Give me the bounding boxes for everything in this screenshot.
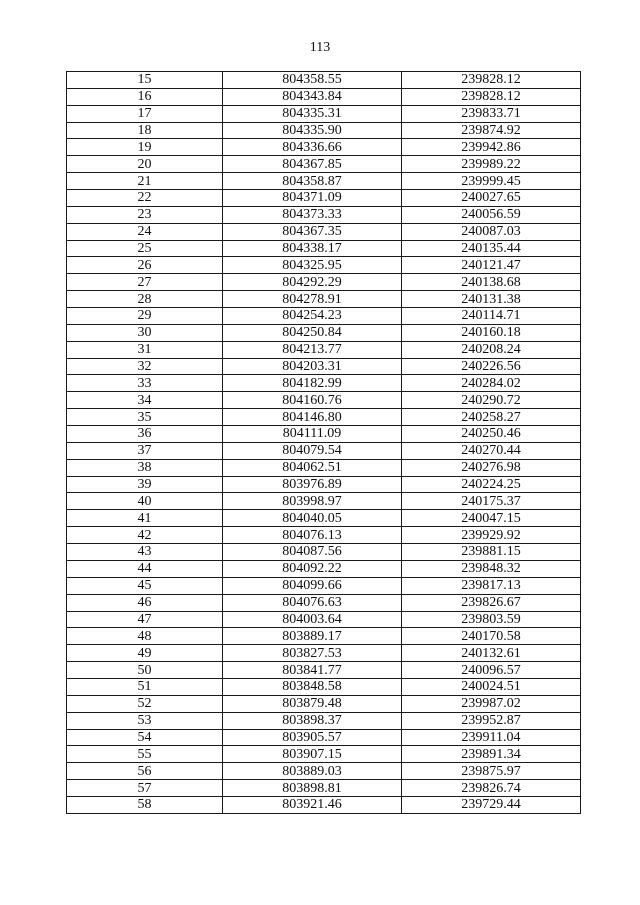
- table-row: [67, 544, 581, 561]
- table-row: [67, 796, 581, 813]
- y-coordinate-cell: 240226.56: [402, 358, 581, 375]
- x-coordinate-cell: 804146.80: [223, 409, 402, 426]
- table-row: [67, 712, 581, 729]
- y-coordinate-cell: 240121.47: [402, 257, 581, 274]
- x-coordinate-cell: 804358.55: [223, 72, 402, 89]
- table-row: [67, 594, 581, 611]
- x-coordinate-cell: 804338.17: [223, 240, 402, 257]
- x-coordinate-cell: 803998.97: [223, 493, 402, 510]
- x-coordinate-cell: 804336.66: [223, 139, 402, 156]
- table-row: [67, 527, 581, 544]
- point-number-cell: 44: [67, 560, 223, 577]
- point-number-cell: 35: [67, 409, 223, 426]
- y-coordinate-cell: 240056.59: [402, 206, 581, 223]
- point-number-cell: 33: [67, 375, 223, 392]
- point-number-cell: 48: [67, 628, 223, 645]
- y-coordinate-cell: 239828.12: [402, 72, 581, 89]
- coordinates-table: [66, 71, 581, 814]
- x-coordinate-cell: 804367.35: [223, 223, 402, 240]
- point-number-cell: 54: [67, 729, 223, 746]
- y-coordinate-cell: 239881.15: [402, 544, 581, 561]
- x-coordinate-cell: 804079.54: [223, 442, 402, 459]
- y-coordinate-cell: 240132.61: [402, 645, 581, 662]
- table-row: [67, 645, 581, 662]
- x-coordinate-cell: 804278.91: [223, 291, 402, 308]
- point-number-cell: 21: [67, 173, 223, 190]
- point-number-cell: 53: [67, 712, 223, 729]
- x-coordinate-cell: 804003.64: [223, 611, 402, 628]
- table-row: [67, 746, 581, 763]
- y-coordinate-cell: 240135.44: [402, 240, 581, 257]
- x-coordinate-cell: 804358.87: [223, 173, 402, 190]
- y-coordinate-cell: 240160.18: [402, 324, 581, 341]
- y-coordinate-cell: 240096.57: [402, 662, 581, 679]
- point-number-cell: 51: [67, 678, 223, 695]
- table-row: [67, 560, 581, 577]
- y-coordinate-cell: 239911.04: [402, 729, 581, 746]
- x-coordinate-cell: 804099.66: [223, 577, 402, 594]
- table-row: [67, 442, 581, 459]
- y-coordinate-cell: 240276.98: [402, 459, 581, 476]
- y-coordinate-cell: 239826.74: [402, 780, 581, 797]
- y-coordinate-cell: 239817.13: [402, 577, 581, 594]
- table-row: [67, 628, 581, 645]
- y-coordinate-cell: 240138.68: [402, 274, 581, 291]
- x-coordinate-cell: 804111.09: [223, 426, 402, 443]
- point-number-cell: 56: [67, 763, 223, 780]
- x-coordinate-cell: 804076.13: [223, 527, 402, 544]
- y-coordinate-cell: 239803.59: [402, 611, 581, 628]
- y-coordinate-cell: 240114.71: [402, 308, 581, 325]
- x-coordinate-cell: 804325.95: [223, 257, 402, 274]
- point-number-cell: 24: [67, 223, 223, 240]
- point-number-cell: 31: [67, 341, 223, 358]
- x-coordinate-cell: 804160.76: [223, 392, 402, 409]
- table-row: [67, 695, 581, 712]
- table-row: [67, 358, 581, 375]
- y-coordinate-cell: 239891.34: [402, 746, 581, 763]
- y-coordinate-cell: 239828.12: [402, 88, 581, 105]
- table-row: [67, 223, 581, 240]
- y-coordinate-cell: 239929.92: [402, 527, 581, 544]
- point-number-cell: 17: [67, 105, 223, 122]
- point-number-cell: 25: [67, 240, 223, 257]
- x-coordinate-cell: 803827.53: [223, 645, 402, 662]
- y-coordinate-cell: 240087.03: [402, 223, 581, 240]
- table-row: [67, 611, 581, 628]
- table-row: [67, 190, 581, 207]
- point-number-cell: 23: [67, 206, 223, 223]
- table-row: [67, 510, 581, 527]
- point-number-cell: 28: [67, 291, 223, 308]
- x-coordinate-cell: 804040.05: [223, 510, 402, 527]
- x-coordinate-cell: 804343.84: [223, 88, 402, 105]
- y-coordinate-cell: 240258.27: [402, 409, 581, 426]
- table-row: [67, 274, 581, 291]
- y-coordinate-cell: 240270.44: [402, 442, 581, 459]
- x-coordinate-cell: 803976.89: [223, 476, 402, 493]
- table-row: [67, 240, 581, 257]
- x-coordinate-cell: 804292.29: [223, 274, 402, 291]
- x-coordinate-cell: 804213.77: [223, 341, 402, 358]
- y-coordinate-cell: 239989.22: [402, 156, 581, 173]
- x-coordinate-cell: 804250.84: [223, 324, 402, 341]
- table-row: [67, 409, 581, 426]
- table-row: [67, 341, 581, 358]
- x-coordinate-cell: 804335.31: [223, 105, 402, 122]
- x-coordinate-cell: 803879.48: [223, 695, 402, 712]
- y-coordinate-cell: 240027.65: [402, 190, 581, 207]
- table-row: [67, 780, 581, 797]
- point-number-cell: 18: [67, 122, 223, 139]
- y-coordinate-cell: 239875.97: [402, 763, 581, 780]
- page-number: 113: [309, 40, 331, 55]
- y-coordinate-cell: 239848.32: [402, 560, 581, 577]
- table-row: [67, 324, 581, 341]
- table-row: [67, 392, 581, 409]
- x-coordinate-cell: 803898.81: [223, 780, 402, 797]
- point-number-cell: 41: [67, 510, 223, 527]
- x-coordinate-cell: 804092.22: [223, 560, 402, 577]
- table-row: [67, 122, 581, 139]
- x-coordinate-cell: 804371.09: [223, 190, 402, 207]
- y-coordinate-cell: 239999.45: [402, 173, 581, 190]
- coordinates-table-body: [67, 72, 581, 814]
- point-number-cell: 52: [67, 695, 223, 712]
- point-number-cell: 57: [67, 780, 223, 797]
- point-number-cell: 36: [67, 426, 223, 443]
- table-row: [67, 729, 581, 746]
- table-row: [67, 426, 581, 443]
- table-row: [67, 763, 581, 780]
- point-number-cell: 55: [67, 746, 223, 763]
- point-number-cell: 15: [67, 72, 223, 89]
- y-coordinate-cell: 240284.02: [402, 375, 581, 392]
- y-coordinate-cell: 240175.37: [402, 493, 581, 510]
- y-coordinate-cell: 239833.71: [402, 105, 581, 122]
- table-row: [67, 493, 581, 510]
- table-row: [67, 72, 581, 89]
- x-coordinate-cell: 804373.33: [223, 206, 402, 223]
- point-number-cell: 26: [67, 257, 223, 274]
- table-row: [67, 459, 581, 476]
- y-coordinate-cell: 240208.24: [402, 341, 581, 358]
- point-number-cell: 45: [67, 577, 223, 594]
- table-row: [67, 88, 581, 105]
- table-row: [67, 291, 581, 308]
- x-coordinate-cell: 804087.56: [223, 544, 402, 561]
- y-coordinate-cell: 239826.67: [402, 594, 581, 611]
- x-coordinate-cell: 804367.85: [223, 156, 402, 173]
- x-coordinate-cell: 803921.46: [223, 796, 402, 813]
- x-coordinate-cell: 804062.51: [223, 459, 402, 476]
- table-row: [67, 156, 581, 173]
- table-row: [67, 173, 581, 190]
- point-number-cell: 19: [67, 139, 223, 156]
- point-number-cell: 40: [67, 493, 223, 510]
- y-coordinate-cell: 239729.44: [402, 796, 581, 813]
- point-number-cell: 30: [67, 324, 223, 341]
- point-number-cell: 43: [67, 544, 223, 561]
- point-number-cell: 49: [67, 645, 223, 662]
- y-coordinate-cell: 240024.51: [402, 678, 581, 695]
- point-number-cell: 16: [67, 88, 223, 105]
- table-row: [67, 308, 581, 325]
- point-number-cell: 29: [67, 308, 223, 325]
- y-coordinate-cell: 240224.25: [402, 476, 581, 493]
- y-coordinate-cell: 239987.02: [402, 695, 581, 712]
- point-number-cell: 34: [67, 392, 223, 409]
- x-coordinate-cell: 804254.23: [223, 308, 402, 325]
- point-number-cell: 20: [67, 156, 223, 173]
- x-coordinate-cell: 803889.03: [223, 763, 402, 780]
- table-row: [67, 105, 581, 122]
- x-coordinate-cell: 803841.77: [223, 662, 402, 679]
- y-coordinate-cell: 239952.87: [402, 712, 581, 729]
- point-number-cell: 38: [67, 459, 223, 476]
- point-number-cell: 46: [67, 594, 223, 611]
- point-number-cell: 47: [67, 611, 223, 628]
- x-coordinate-cell: 804076.63: [223, 594, 402, 611]
- point-number-cell: 37: [67, 442, 223, 459]
- y-coordinate-cell: 240131.38: [402, 291, 581, 308]
- point-number-cell: 32: [67, 358, 223, 375]
- x-coordinate-cell: 804182.99: [223, 375, 402, 392]
- table-row: [67, 577, 581, 594]
- point-number-cell: 39: [67, 476, 223, 493]
- y-coordinate-cell: 240250.46: [402, 426, 581, 443]
- point-number-cell: 22: [67, 190, 223, 207]
- y-coordinate-cell: 240047.15: [402, 510, 581, 527]
- y-coordinate-cell: 239942.86: [402, 139, 581, 156]
- point-number-cell: 50: [67, 662, 223, 679]
- table-row: [67, 139, 581, 156]
- y-coordinate-cell: 239874.92: [402, 122, 581, 139]
- table-row: [67, 662, 581, 679]
- x-coordinate-cell: 803907.15: [223, 746, 402, 763]
- table-row: [67, 206, 581, 223]
- x-coordinate-cell: 804203.31: [223, 358, 402, 375]
- table-row: [67, 476, 581, 493]
- table-row: [67, 375, 581, 392]
- x-coordinate-cell: 803889.17: [223, 628, 402, 645]
- y-coordinate-cell: 240170.58: [402, 628, 581, 645]
- point-number-cell: 58: [67, 796, 223, 813]
- table-row: [67, 678, 581, 695]
- x-coordinate-cell: 804335.90: [223, 122, 402, 139]
- point-number-cell: 27: [67, 274, 223, 291]
- x-coordinate-cell: 803898.37: [223, 712, 402, 729]
- x-coordinate-cell: 803848.58: [223, 678, 402, 695]
- x-coordinate-cell: 803905.57: [223, 729, 402, 746]
- table-row: [67, 257, 581, 274]
- y-coordinate-cell: 240290.72: [402, 392, 581, 409]
- point-number-cell: 42: [67, 527, 223, 544]
